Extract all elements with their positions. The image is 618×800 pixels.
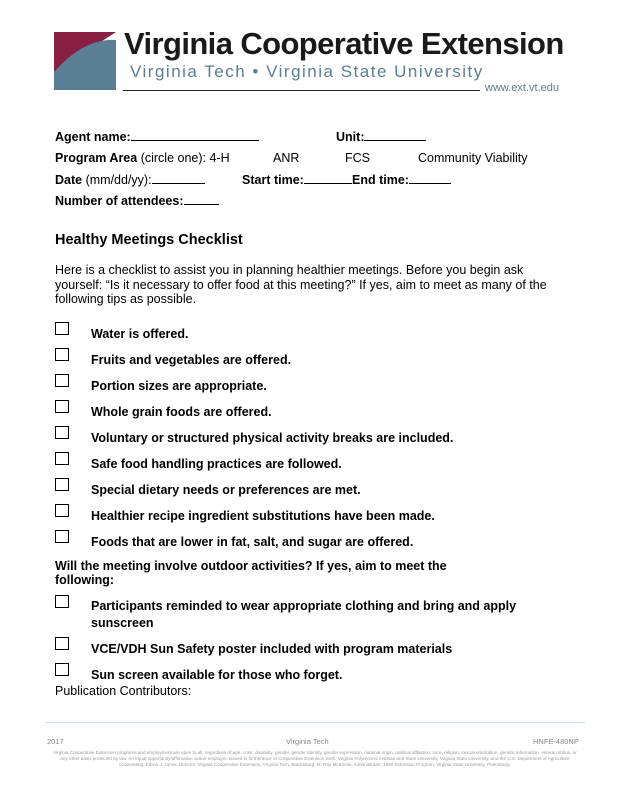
outdoor-question: Will the meeting involve outdoor activities? If yes, aim to meet the following: (55, 559, 447, 587)
start-time-label: Start time (242, 173, 300, 187)
checklist-title: Healthy Meetings Checklist (55, 232, 243, 248)
footer-year: 2017 (47, 737, 64, 746)
item-activity-breaks: Voluntary or structured physical activity breaks are included. (91, 431, 454, 445)
item-recipe-substitutions: Healthier recipe ingredient substitutions have been made. (91, 509, 435, 523)
checkbox-fruits-vegetables[interactable] (55, 348, 69, 361)
end-time-field: End time: (352, 172, 451, 187)
publication-contributors: Publication Contributors: (55, 684, 192, 698)
program-option-fcs[interactable]: FCS (345, 151, 370, 165)
org-name: Virginia Cooperative Extension (124, 26, 564, 61)
start-time-field: Start time: (242, 172, 352, 187)
attendees-field: Number of attendees: (55, 193, 219, 208)
checkbox-lower-fat-salt-sugar[interactable] (55, 530, 69, 543)
checkbox-sun-safety-poster[interactable] (55, 637, 69, 650)
item-portion-sizes: Portion sizes are appropriate. (91, 379, 267, 393)
vce-logo-mark (54, 32, 116, 90)
checkbox-activity-breaks[interactable] (55, 426, 69, 439)
checkbox-whole-grain[interactable] (55, 400, 69, 413)
checkbox-dietary-needs[interactable] (55, 478, 69, 491)
item-lower-fat-salt-sugar: Foods that are lower in fat, salt, and sugar are offered. (91, 535, 414, 549)
attendees-label: Number of attendees (55, 194, 180, 208)
header-rule (123, 90, 480, 91)
program-area-label: Program Area (55, 151, 138, 165)
agent-name-field: Agent name: (55, 129, 259, 144)
checkbox-water[interactable] (55, 322, 69, 335)
date-hint: (mm/dd/yy) (85, 173, 149, 187)
agent-name-input[interactable] (131, 129, 259, 141)
program-area-field (55, 151, 230, 165)
item-food-safety: Safe food handling practices are followed. (91, 457, 342, 471)
tagline: Virginia Tech • Virginia State University (130, 62, 484, 81)
program-area-hint: (circle one): 4-H (140, 151, 230, 165)
unit-label: Unit (336, 130, 361, 144)
date-input[interactable] (152, 172, 205, 184)
program-option-anr[interactable]: ANR (273, 151, 300, 165)
checkbox-food-safety[interactable] (55, 452, 69, 465)
date-label: Date (55, 173, 83, 187)
item-whole-grain: Whole grain foods are offered. (91, 405, 272, 419)
footer-institution: Virginia Tech (286, 737, 329, 746)
checkbox-sunscreen-available[interactable] (55, 663, 69, 676)
footer-rule (45, 722, 585, 723)
checklist-intro: Here is a checklist to assist you in planning healthier meetings. Before you begin ask yourself: “Is it necessary to offer food at this meeting?” If yes, aim to meet as many of the following tips as possible. (55, 263, 547, 306)
item-sun-safety-poster: VCE/VDH Sun Safety poster included with program materials (91, 642, 453, 656)
start-time-input[interactable] (304, 172, 352, 184)
item-sunscreen-reminder: Participants reminded to wear appropriate clothing and bring and apply sunscreen (91, 599, 517, 630)
unit-input[interactable] (364, 129, 426, 141)
checkbox-portion-sizes[interactable] (55, 374, 69, 387)
agent-name-label: Agent name (55, 130, 127, 144)
footer-legal-text: Virginia Cooperative Extension programs and employment are open to all, regardless of age, color, disability, gender, gender identity, gender expression, national origin, political affiliation, race, religion, sexual orientation, genetic information, veteran status, or any other basis protected by law. An equal opportunity/affirmative action employer. Issued in furtherance of Cooperative Extension work, Virginia Polytechnic Institute and State University, Virginia State University, and the U.S. Department of Agriculture cooperating. Edwin J. Jones, Director, Virginia Cooperative Extension, Virginia Tech, Blacksburg; M. Ray McKinnie, Administrator, 1890 Extension Program, Virginia State University, Petersburg. (53, 750, 577, 767)
unit-field: Unit: (336, 129, 426, 144)
website-url[interactable]: www.ext.vt.edu (485, 82, 559, 94)
checkbox-recipe-substitutions[interactable] (55, 504, 69, 517)
end-time-input[interactable] (409, 172, 451, 184)
footer-pub-number: HNFE-480NP (533, 737, 579, 746)
checkbox-sunscreen-reminder[interactable] (55, 595, 69, 608)
date-field: Date (mm/dd/yy): (55, 172, 205, 187)
item-sunscreen-available: Sun screen available for those who forget. (91, 668, 343, 682)
item-dietary-needs: Special dietary needs or preferences are met. (91, 483, 361, 497)
item-fruits-vegetables: Fruits and vegetables are offered. (91, 353, 292, 367)
program-option-community-viability[interactable]: Community Viability (418, 151, 528, 165)
item-water: Water is offered. (91, 327, 189, 341)
end-time-label: End time (352, 173, 405, 187)
attendees-input[interactable] (184, 193, 219, 205)
